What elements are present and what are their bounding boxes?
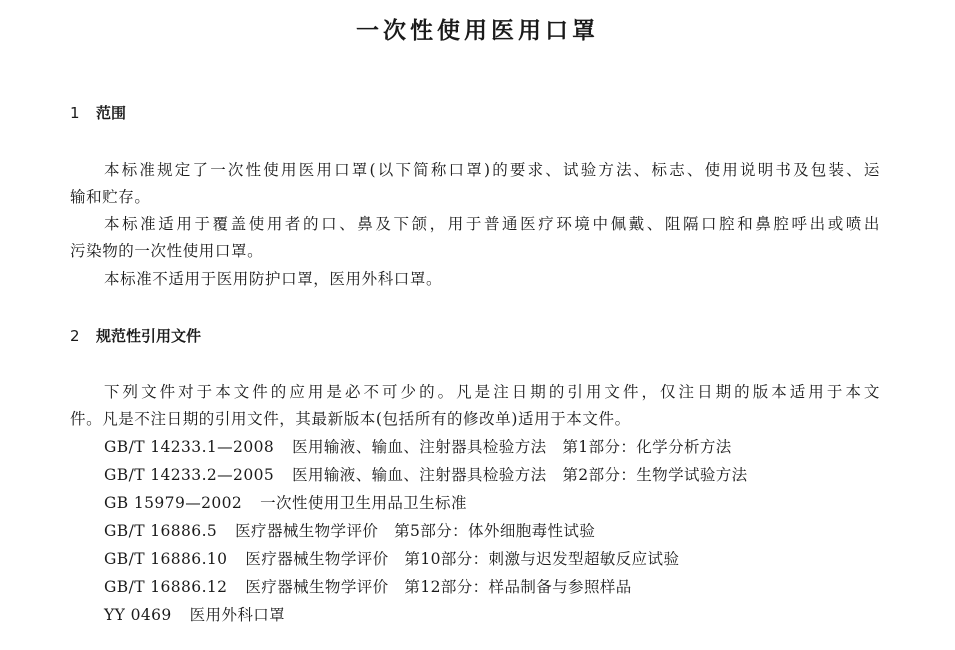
reference-title: 医疗器械生物学评价 第12部分：样品制备与参照样品 bbox=[245, 578, 632, 596]
section-2-intro-line-1: 下列文件对于本文件的应用是必不可少的。凡是注日期的引用文件，仅注日期的版本适用于本文 bbox=[104, 383, 880, 401]
reference-item bbox=[104, 547, 679, 571]
reference-code: GB/T 16886.12 bbox=[104, 578, 228, 596]
reference-title: 医疗器械生物学评价 第10部分：刺激与迟发型超敏反应试验 bbox=[245, 550, 680, 568]
section-1-paragraph-2-line-1: 本标准适用于覆盖使用者的口、鼻及下颌，用于普通医疗环境中佩戴、阻隔口腔和鼻腔呼出或喷出 bbox=[104, 215, 880, 233]
reference-title: 医用外科口罩 bbox=[189, 606, 286, 624]
reference-code: YY 0469 bbox=[104, 606, 172, 624]
section-1-paragraph-1-line-2: 输和贮存。 bbox=[70, 188, 151, 206]
reference-item bbox=[104, 603, 285, 627]
section-1-title: 范围 bbox=[96, 104, 127, 122]
reference-code: GB/T 16886.10 bbox=[104, 550, 228, 568]
section-2-intro-line-2: 件。凡是不注日期的引用文件，其最新版本(包括所有的修改单)适用于本文件。 bbox=[70, 410, 631, 428]
reference-code: GB/T 14233.1—2008 bbox=[104, 438, 275, 456]
reference-code: GB/T 16886.5 bbox=[104, 522, 218, 540]
reference-item bbox=[104, 435, 732, 459]
reference-code: GB/T 14233.2—2005 bbox=[104, 466, 275, 484]
reference-item bbox=[104, 575, 632, 599]
section-2-number: 2 bbox=[70, 327, 80, 345]
reference-title: 医用输液、输血、注射器具检验方法 第2部分：生物学试验方法 bbox=[292, 466, 748, 484]
reference-title: 一次性使用卫生用品卫生标准 bbox=[260, 494, 467, 512]
section-1-paragraph-1-line-1: 本标准规定了一次性使用医用口罩(以下简称口罩)的要求、试验方法、标志、使用说明书及包装、运 bbox=[104, 161, 880, 179]
section-1-paragraph-2-line-2: 污染物的一次性使用口罩。 bbox=[70, 242, 264, 260]
section-2-title: 规范性引用文件 bbox=[96, 327, 202, 345]
reference-item bbox=[104, 463, 748, 487]
section-1-heading bbox=[70, 102, 126, 124]
section-2-heading bbox=[70, 325, 201, 347]
reference-title: 医用输液、输血、注射器具检验方法 第1部分：化学分析方法 bbox=[292, 438, 732, 456]
section-1-number: 1 bbox=[70, 104, 80, 122]
document-title: 一次性使用医用口罩 bbox=[356, 18, 599, 44]
section-1-paragraph-3: 本标准不适用于医用防护口罩，医用外科口罩。 bbox=[104, 270, 443, 288]
reference-item bbox=[104, 491, 467, 515]
reference-item bbox=[104, 519, 595, 543]
reference-title: 医疗器械生物学评价 第5部分：体外细胞毒性试验 bbox=[235, 522, 596, 540]
reference-code: GB 15979—2002 bbox=[104, 494, 243, 512]
